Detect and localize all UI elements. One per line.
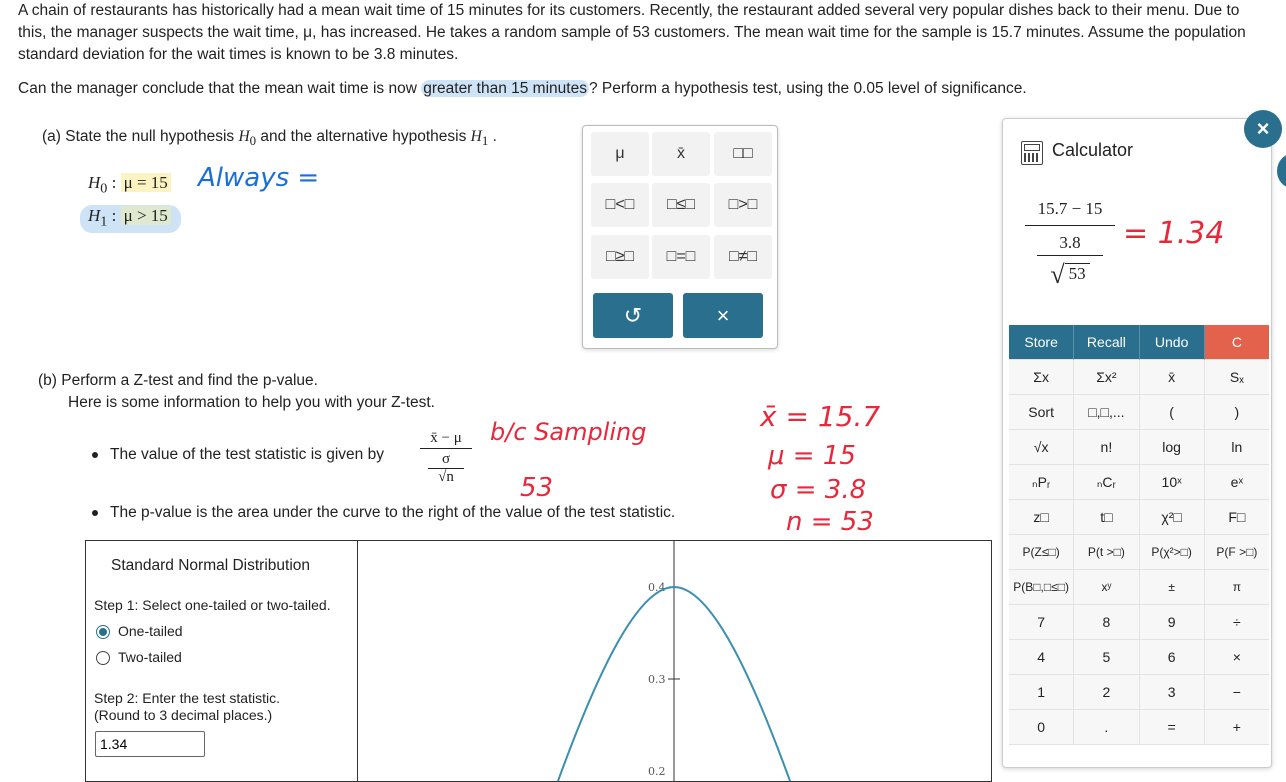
calc-row [1009,360,1269,395]
question-post: ? Perform a hypothesis test, using the 0.05 level of significance. [588,80,1027,97]
calc-key[interactable]: log [1140,430,1205,465]
calc-key[interactable]: Sₓ [1205,360,1269,395]
formula-numerator: x̄ − μ [420,430,472,449]
standard-normal-panel [85,540,992,782]
calc-key[interactable]: 8 [1074,605,1139,640]
palette-xbar-button[interactable]: x̄ [652,132,710,176]
handwritten-always-note [196,158,321,198]
calc-key[interactable]: Store [1009,325,1074,360]
calculator-title: Calculator [1052,140,1134,160]
one-tailed-radio[interactable] [96,625,110,639]
calc-key[interactable]: ( [1140,395,1205,430]
h0-sub: 0 [249,133,257,149]
h1-sub: 1 [481,133,489,149]
calc-row [1009,535,1269,570]
one-tailed-label: One-tailed [118,623,183,639]
plot-label-02: 0.2 [648,765,666,778]
snd-controls [86,541,358,781]
calc-key[interactable]: 6 [1140,640,1205,675]
calc-key[interactable]: χ²□ [1140,500,1205,535]
alt-hypothesis-answer[interactable]: μ > 15 [121,206,171,225]
close-calculator-button[interactable]: × [1244,110,1282,148]
calc-key[interactable]: P(χ²>□) [1140,535,1205,570]
calc-den-num: 3.8 [1037,233,1103,256]
h0-symbol: H [238,128,250,145]
palette-geq-button[interactable]: □≥□ [591,235,649,279]
bullet1-text: The value of the test statistic is given by [110,446,384,463]
palette-leq-button[interactable]: □≤□ [652,183,710,227]
handwritten-result [1121,209,1241,259]
calc-key[interactable]: Sort [1009,395,1074,430]
part-a-mid: and the alternative hypothesis [256,128,471,145]
h1-row-symbol: H [88,206,101,225]
calc-key[interactable]: + [1205,710,1269,745]
palette-not-equal-button[interactable]: □≠□ [714,235,772,279]
calc-key[interactable]: √x [1009,430,1074,465]
null-hypothesis-row [88,173,171,197]
calc-row [1009,465,1269,500]
calculator-expression [1025,199,1115,290]
calculator-keypad [1009,325,1269,745]
snd-step2-note: (Round to 3 decimal places.) [94,707,273,723]
part-b-prompt [38,370,435,414]
note-53: 53 [520,473,554,503]
side-tab-button[interactable] [1277,154,1286,188]
calc-key[interactable]: 0 [1009,710,1074,745]
note-sigma: σ = 3.8 [770,475,867,505]
palette-greater-than-button[interactable]: □>□ [714,183,772,227]
calc-key[interactable]: Undo [1140,325,1205,360]
h1-symbol: H [470,128,482,145]
null-hypothesis-answer[interactable]: μ = 15 [121,173,171,192]
note-mu: μ = 15 [768,441,856,471]
h0-row-sub: 0 [100,180,108,197]
calc-key[interactable]: Σx [1009,360,1074,395]
calc-key[interactable]: 2 [1074,675,1139,710]
handwritten-red-notes [486,400,916,545]
calc-key[interactable]: ₙPᵣ [1009,465,1074,500]
calc-numerator: 15.7 − 15 [1025,199,1115,226]
h0-row-symbol: H [88,173,101,192]
calc-key[interactable]: □,□,... [1074,395,1139,430]
palette-undo-button[interactable]: ↺ [593,293,673,338]
calc-key[interactable]: C [1205,325,1269,360]
calc-key[interactable]: × [1205,640,1269,675]
calc-key[interactable]: ln [1205,430,1269,465]
calc-den-den: 53 [1065,263,1090,283]
result-note: = 1.34 [1123,216,1225,251]
bullet2-text: The p-value is the area under the curve to the right of the value of the test statistic. [110,504,676,521]
snd-step1: Step 1: Select one-tailed or two-tailed. [94,597,331,613]
calc-key[interactable]: ₙCᵣ [1074,465,1139,500]
highlighted-phrase: greater than 15 minutes [423,80,587,97]
question-text [18,80,1027,98]
calc-row [1009,710,1269,745]
calc-key[interactable]: ± [1140,570,1205,605]
one-tailed-option[interactable] [96,623,183,639]
formula-sqrt-n: √n [438,469,454,485]
two-tailed-label: Two-tailed [118,649,182,665]
calc-key[interactable]: 3 [1140,675,1205,710]
calc-key[interactable]: 4 [1009,640,1074,675]
symbol-palette [582,125,778,349]
calc-key[interactable]: Σx² [1074,360,1139,395]
calc-row [1009,570,1269,605]
calculator-panel [1002,118,1272,768]
calc-key[interactable]: 1 [1009,675,1074,710]
calc-row [1009,500,1269,535]
calc-key[interactable]: P(Z≤□) [1009,535,1074,570]
calc-key[interactable]: − [1205,675,1269,710]
part-b-line1: (b) Perform a Z-test and find the p-value. [38,372,318,389]
part-b-line2: Here is some information to help you with your Z-test. [68,394,435,411]
calc-row [1009,640,1269,675]
plot-label-04: 0.4 [648,581,666,594]
calc-key[interactable]: eˣ [1205,465,1269,500]
calc-row [1009,605,1269,640]
note-xbar: x̄ = 15.7 [760,400,881,433]
calc-key[interactable]: ÷ [1205,605,1269,640]
calc-key[interactable]: t□ [1074,500,1139,535]
bullet-dot [92,452,98,458]
h1-colon: : [107,206,121,225]
part-a-end: . [488,128,497,145]
calc-row [1009,430,1269,465]
bullet-dot-2 [92,510,98,516]
formula-sigma: σ [428,451,464,469]
calc-key[interactable]: xʸ [1074,570,1139,605]
calculator-icon [1021,141,1043,165]
snd-step2: Step 2: Enter the test statistic. [94,690,280,706]
calc-key[interactable]: x̄ [1140,360,1205,395]
calc-key[interactable]: P(t >□) [1074,535,1139,570]
palette-equals-button[interactable]: □=□ [652,235,710,279]
calc-key[interactable]: n! [1074,430,1139,465]
snd-title: Standard Normal Distribution [111,557,311,574]
two-tailed-option[interactable] [96,649,182,665]
calc-row [1009,395,1269,430]
normal-curve-plot [358,541,990,781]
test-statistic-formula [420,430,472,486]
test-statistic-input[interactable] [95,731,205,757]
h0-colon: : [107,173,121,192]
note-n: n = 53 [786,507,874,537]
calc-key[interactable]: P(F >□) [1205,535,1269,570]
part-a-label: (a) State the null hypothesis [42,128,239,145]
part-a-prompt [42,128,497,149]
calc-key[interactable]: 9 [1140,605,1205,640]
calc-row [1009,675,1269,710]
bullet-test-statistic [92,446,384,464]
palette-clear-button[interactable]: × [683,293,763,338]
calc-key[interactable]: ) [1205,395,1269,430]
calc-key[interactable]: 10ˣ [1140,465,1205,500]
palette-less-than-button[interactable]: □<□ [591,183,649,227]
calc-key[interactable]: z□ [1009,500,1074,535]
palette-superscript-button[interactable]: □□ [714,132,772,176]
palette-mu-button[interactable]: μ [591,132,649,176]
calc-key[interactable]: F□ [1205,500,1269,535]
question-pre: Can the manager conclude that the mean wait time is now [18,80,422,97]
calc-key[interactable]: 7 [1009,605,1074,640]
always-note-text: Always = [198,163,320,193]
calc-key[interactable]: Recall [1074,325,1139,360]
note-bc-sampling: b/c Sampling [490,418,647,446]
calc-den-sqrt: √ 53 [1025,260,1115,290]
calc-key[interactable]: 5 [1074,640,1139,675]
calc-key[interactable]: = [1140,710,1205,745]
alt-hypothesis-row [80,205,181,233]
two-tailed-radio[interactable] [96,651,110,665]
calc-key[interactable]: . [1074,710,1139,745]
plot-label-03: 0.3 [648,673,666,686]
calc-row [1009,325,1269,360]
calc-key[interactable]: P(B□,□≤□) [1009,570,1074,605]
calc-key[interactable]: π [1205,570,1269,605]
problem-statement: A chain of restaurants has historically had a mean wait time of 15 minutes for its customers. Recently, the restaurant added several very popular dishes back to their menu. Due to this, the manager suspects the wait time, μ, has increased. He takes a random sample of 53 customers. The mean wait time for the sample is 15.7 minutes. Assume the population standard deviation for the wait times is known to be 3.8 minutes. [18,2,1246,63]
h1-row-sub: 1 [100,213,108,230]
